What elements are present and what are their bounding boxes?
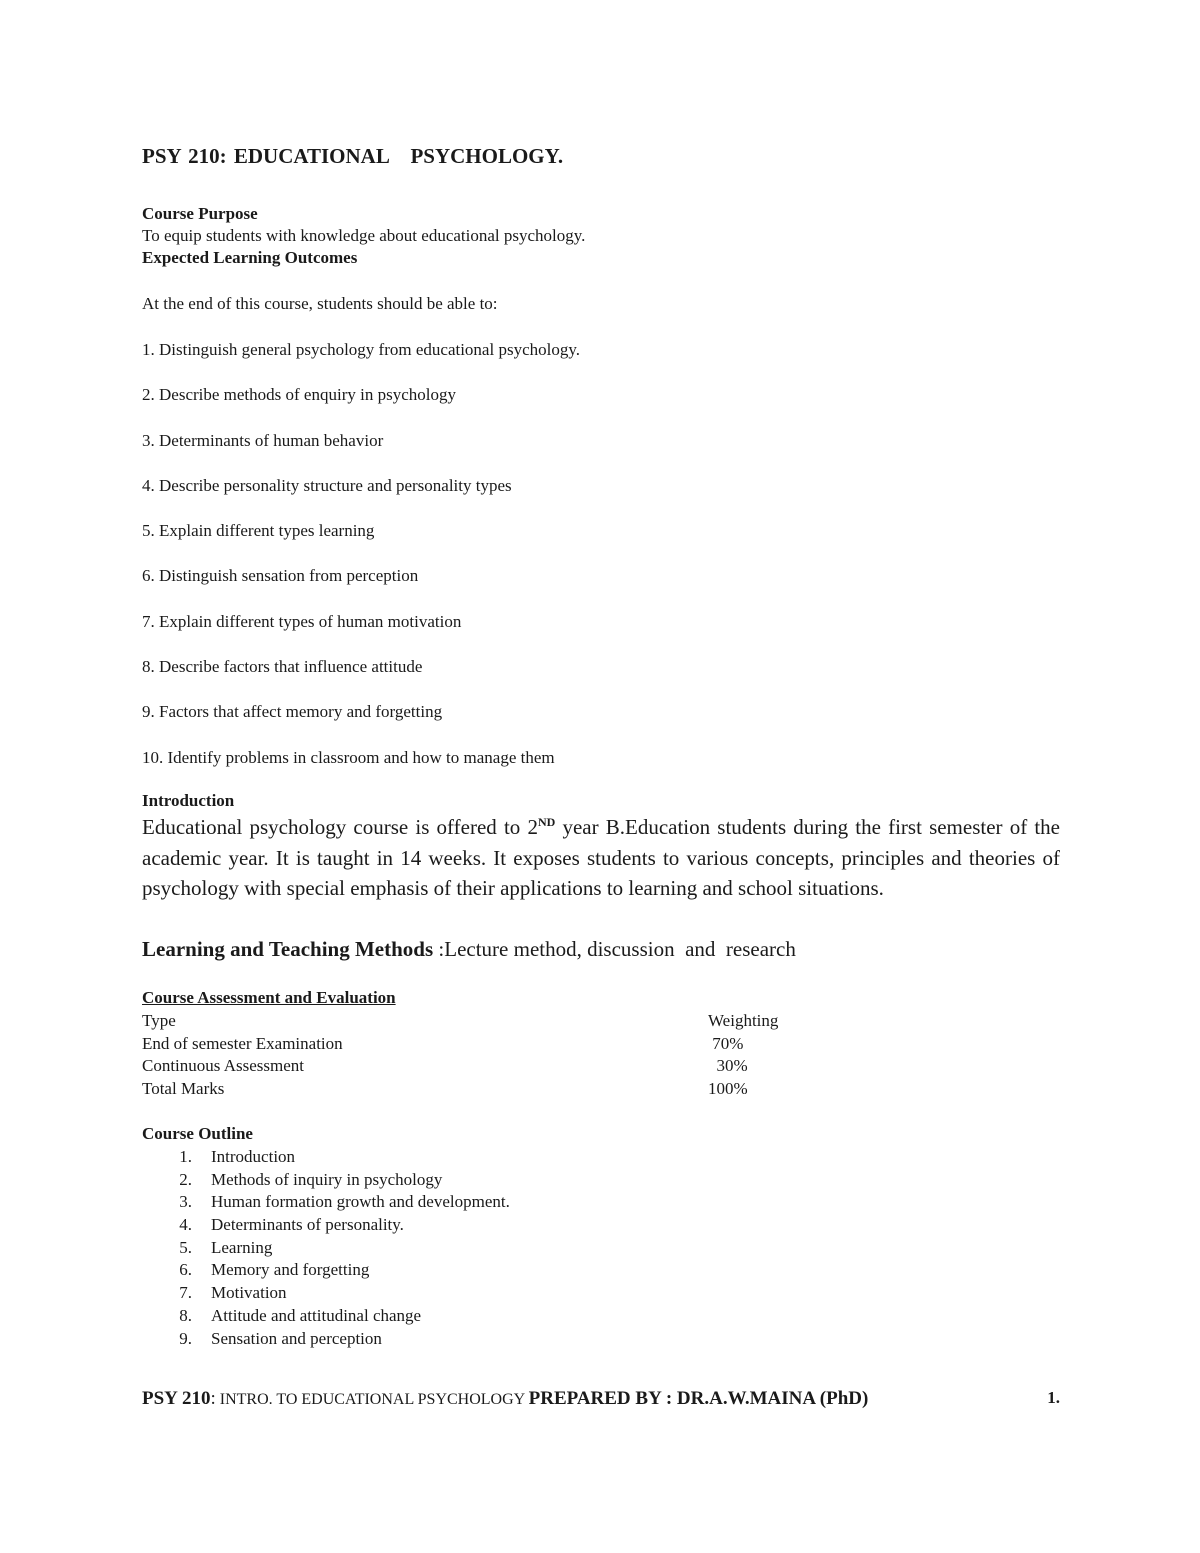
assessment-table xyxy=(142,1010,828,1100)
page-footer xyxy=(142,1388,1060,1410)
introduction-text-start: Educational psychology course is offered to 2 xyxy=(142,815,538,839)
list-item-number: 2. xyxy=(179,1169,192,1189)
teaching-methods-line xyxy=(142,937,796,962)
list-item-text: Sensation and perception xyxy=(211,1328,382,1348)
list-item-text: Introduction xyxy=(211,1147,296,1166)
outcomes-list xyxy=(142,339,580,792)
assessment-weight-cell: 100% xyxy=(708,1078,748,1098)
list-item-number: 4. xyxy=(179,1215,192,1235)
outcome-item: 4. Describe personality structure and personality types xyxy=(142,475,512,495)
outcome-item: 9. Factors that affect memory and forgetting xyxy=(142,702,443,722)
list-item xyxy=(142,1146,510,1169)
list-item xyxy=(142,1305,510,1328)
list-item-text: Memory and forgetting xyxy=(211,1260,370,1280)
assessment-type-header: Type xyxy=(142,1011,176,1030)
table-row xyxy=(142,1010,828,1033)
assessment-weight-cell: 70% xyxy=(708,1033,744,1053)
page-number: 1. xyxy=(1047,1388,1060,1407)
footer-course-title: INTRO. TO EDUCATIONAL PSYCHOLOGY xyxy=(215,1391,529,1408)
list-item xyxy=(142,1237,510,1260)
assessment-heading: Course Assessment and Evaluation xyxy=(142,988,396,1007)
assessment-weight-header: Weighting xyxy=(708,1011,779,1030)
course-purpose-heading: Course Purpose xyxy=(142,204,258,223)
outcome-item: 3. Determinants of human behavior xyxy=(142,430,384,450)
outcome-item: 7. Explain different types of human motivation xyxy=(142,611,462,631)
outcome-item: 6. Distinguish sensation from perception xyxy=(142,566,419,586)
table-row xyxy=(142,1033,828,1056)
assessment-type-cell: End of semester Examination xyxy=(142,1033,343,1053)
outcome-item: 2. Describe methods of enquiry in psychology xyxy=(142,385,456,405)
list-item-text: Learning xyxy=(211,1237,273,1257)
outcome-item: 1. Distinguish general psychology from educational psychology. xyxy=(142,340,580,359)
list-item xyxy=(142,1214,510,1237)
list-item xyxy=(142,1191,510,1214)
course-outline-list xyxy=(142,1146,510,1350)
teaching-methods-value: :Lecture method, discussion and research xyxy=(433,937,796,961)
list-item-number: 1. xyxy=(179,1147,192,1166)
list-item-number: 5. xyxy=(179,1237,192,1257)
list-item-text: Determinants of personality. xyxy=(211,1215,404,1235)
document-page xyxy=(142,0,1060,1553)
assessment-weight-cell: 30% xyxy=(708,1056,748,1076)
course-purpose-text: To equip students with knowledge about educational psychology. xyxy=(142,226,586,245)
list-item-number: 3. xyxy=(179,1192,192,1212)
list-item-text: Motivation xyxy=(211,1283,287,1303)
introduction-paragraph xyxy=(142,812,1060,904)
ordinal-superscript: ND xyxy=(537,815,556,829)
list-item-number: 7. xyxy=(179,1283,192,1303)
outcome-item: 8. Describe factors that influence attitude xyxy=(142,657,423,677)
outcomes-intro: At the end of this course, students should be able to: xyxy=(142,294,498,313)
outcomes-heading: Expected Learning Outcomes xyxy=(142,248,358,267)
footer-colon: : xyxy=(210,1388,216,1409)
list-item xyxy=(142,1282,510,1305)
list-item xyxy=(142,1328,510,1351)
list-item xyxy=(142,1259,510,1282)
list-item-number: 9. xyxy=(179,1328,192,1348)
course-outline-heading: Course Outline xyxy=(142,1124,253,1143)
introduction-text-rest: year B.Education students during the first semester of the academic year. It is taught in 14 weeks. It exposes students to various concepts, principles and theories of psychology with special emphasis of their applications to learning and school situations. xyxy=(142,815,1060,900)
list-item-text: Methods of inquiry in psychology xyxy=(211,1169,443,1189)
outcome-item: 10. Identify problems in classroom and how to manage them xyxy=(142,747,555,767)
list-item-number: 6. xyxy=(179,1260,192,1280)
assessment-type-cell: Continuous Assessment xyxy=(142,1056,304,1076)
table-row xyxy=(142,1055,828,1078)
introduction-heading: Introduction xyxy=(142,791,235,810)
footer-course-code: PSY 210 xyxy=(142,1388,211,1409)
footer-prepared-by: PREPARED BY : DR.A.W.MAINA (PhD) xyxy=(528,1388,869,1409)
list-item xyxy=(142,1169,510,1192)
teaching-methods-label: Learning and Teaching Methods xyxy=(142,937,434,961)
outcome-item: 5. Explain different types learning xyxy=(142,521,375,541)
course-purpose-section xyxy=(142,203,1060,269)
assessment-type-cell: Total Marks xyxy=(142,1078,225,1098)
document-title: PSY 210: EDUCATIONAL PSYCHOLOGY. xyxy=(142,144,564,168)
table-row xyxy=(142,1078,828,1101)
list-item-text: Attitude and attitudinal change xyxy=(211,1305,422,1325)
list-item-number: 8. xyxy=(179,1305,192,1325)
list-item-text: Human formation growth and development. xyxy=(211,1192,510,1212)
